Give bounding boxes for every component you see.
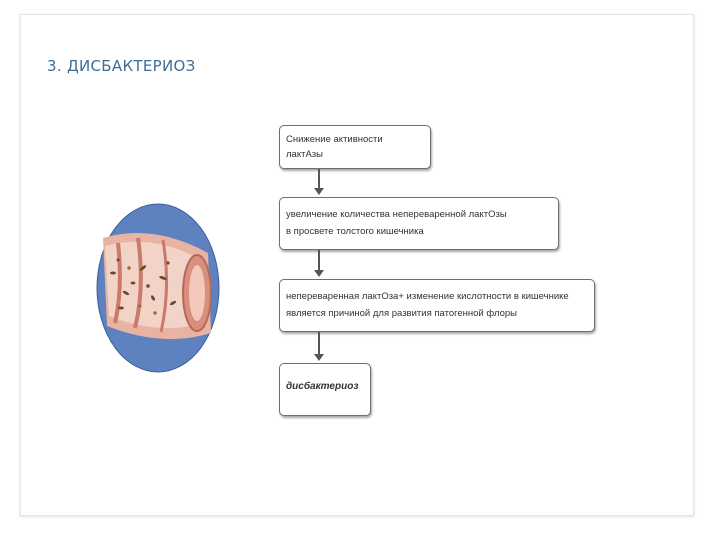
flow-step-1 <box>279 125 431 169</box>
flow-step-1-line-1: Снижение активности <box>286 134 383 145</box>
flow-step-4 <box>279 363 371 416</box>
down-arrow-icon <box>318 250 320 273</box>
flow-step-2 <box>279 197 559 250</box>
intestine-illustration <box>93 198 223 373</box>
flow-step-3 <box>279 279 595 332</box>
flow-step-2-line-1: увеличение количества непереваренной лактОзы <box>286 209 507 220</box>
flow-step-3-line-2: является причиной для развития патогенной флоры <box>286 308 518 319</box>
flow-step-2-line-2: в просвете толстого кишечника <box>286 226 424 237</box>
slide-title: 3. ДИСБАКТЕРИОЗ <box>47 57 196 75</box>
down-arrow-icon <box>318 332 320 357</box>
flow-step-4-line-1: дисбактериоз <box>286 381 359 392</box>
flow-step-1-line-2: лактАзы <box>286 149 323 160</box>
slide <box>20 14 694 516</box>
flow-step-3-line-1: непереваренная лактОза+ изменение кислотности в кишечнике <box>286 291 569 302</box>
down-arrow-icon <box>318 169 320 191</box>
